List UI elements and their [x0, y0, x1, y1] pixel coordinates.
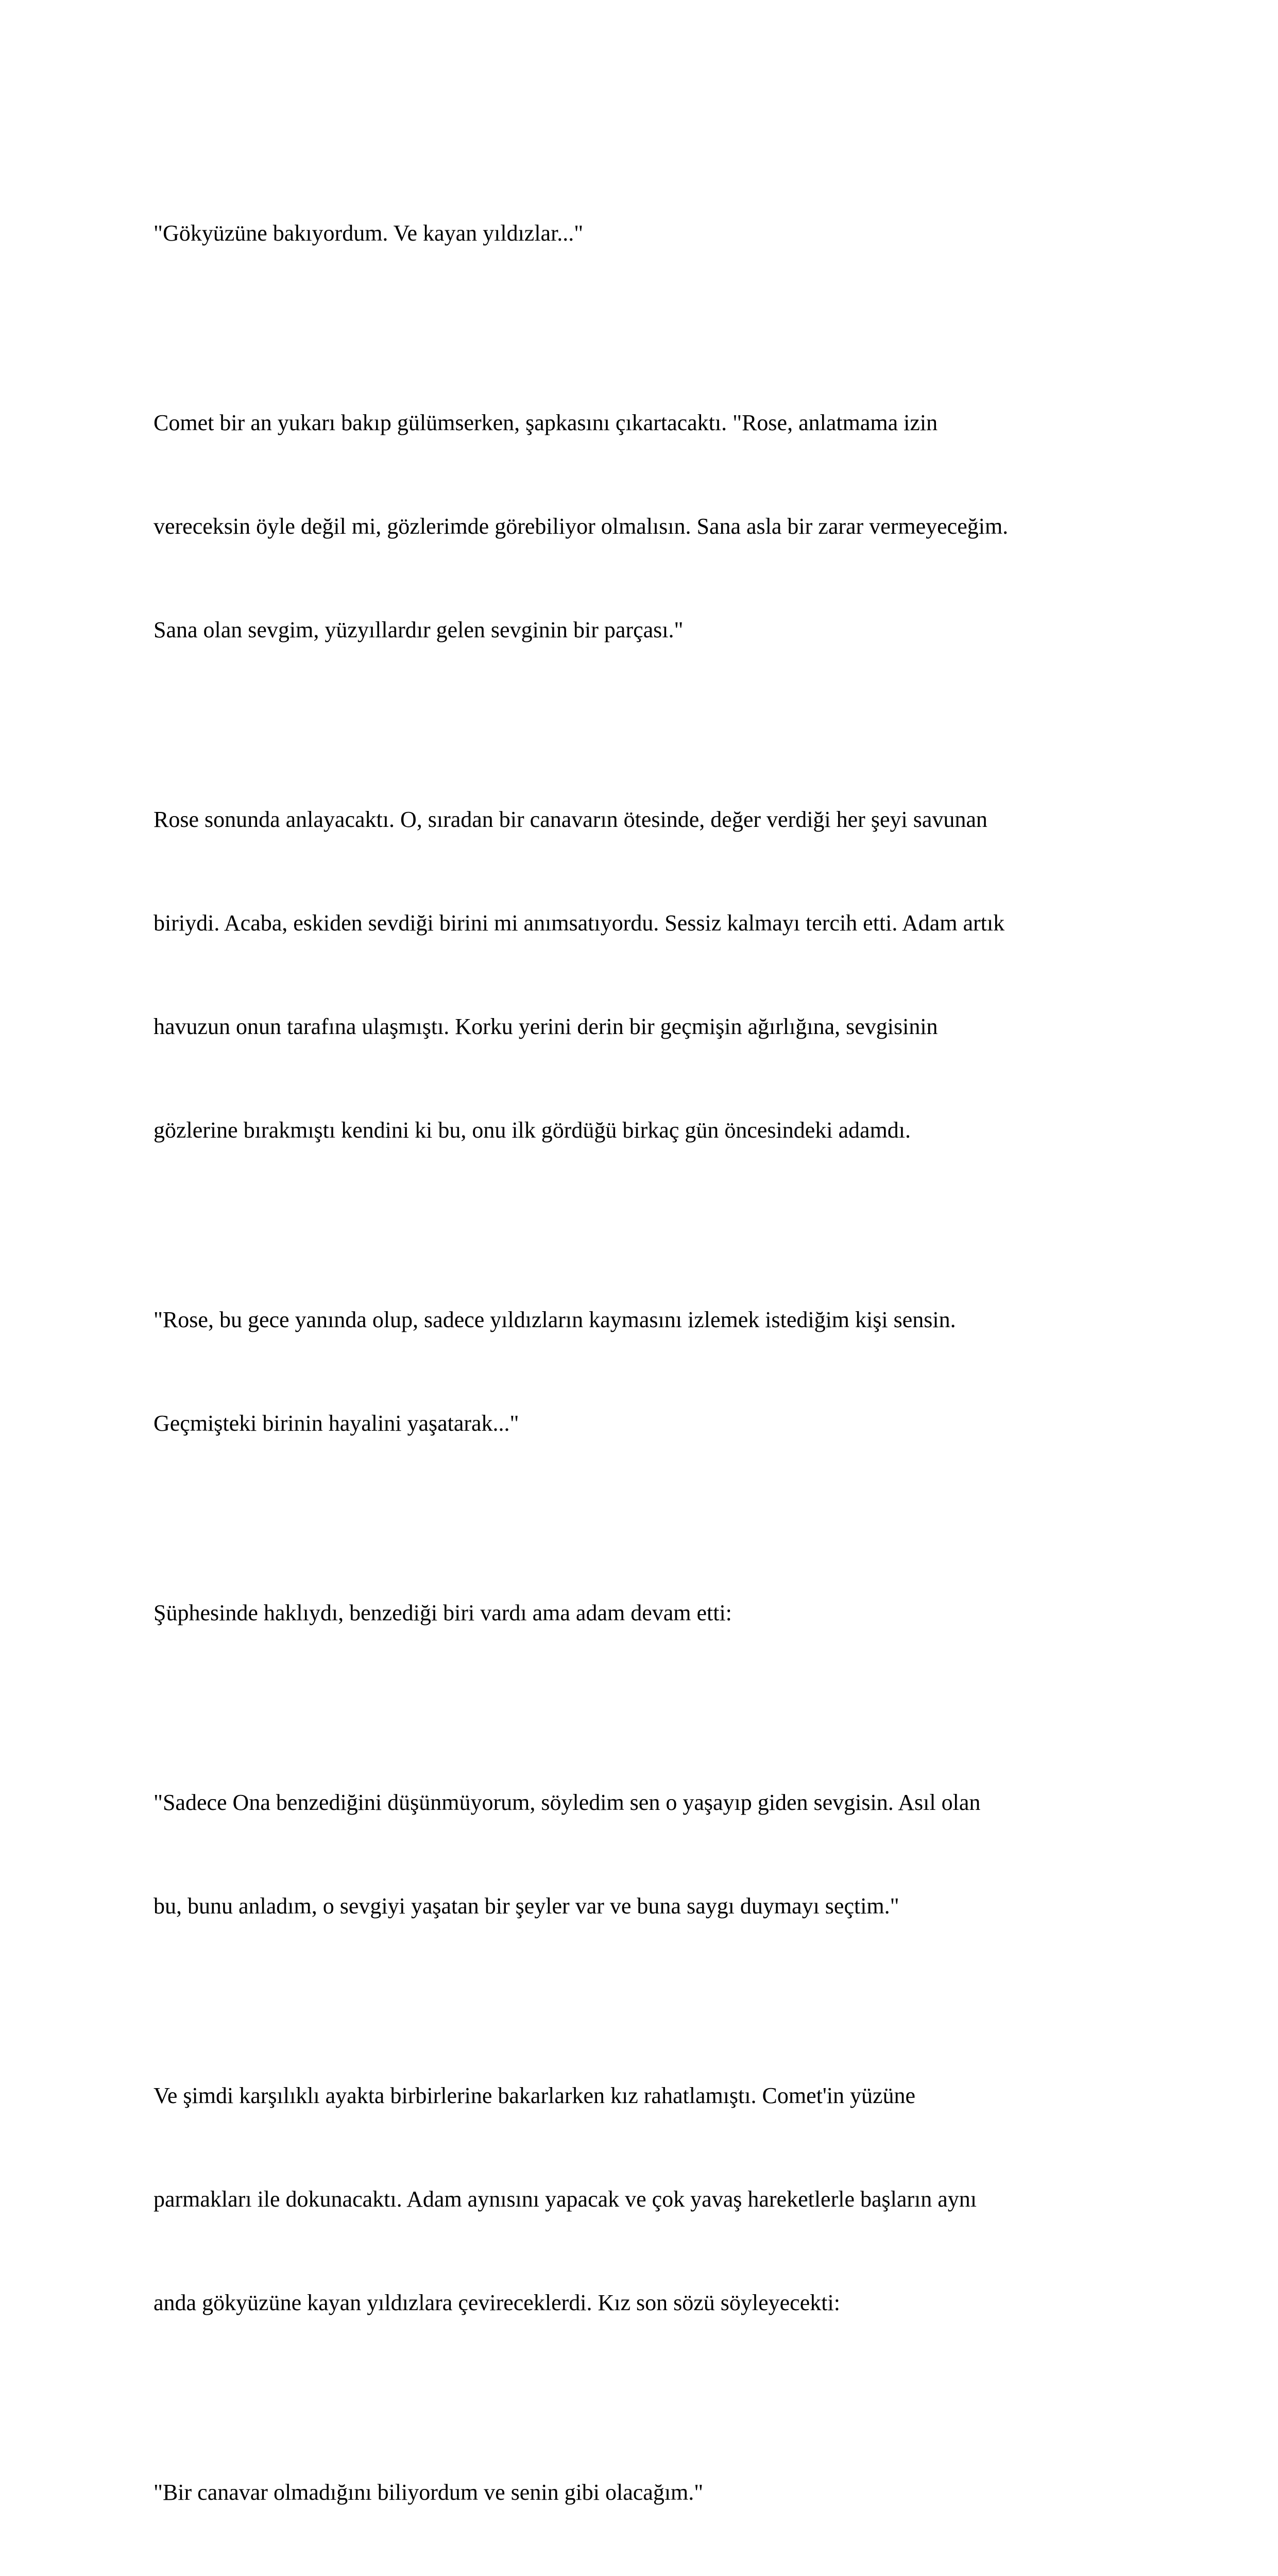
- paragraph: [154, 147, 1153, 319]
- text-line: "Sadece Ona benzediğini düşünmüyorum, söyledim sen o yaşayıp giden sevgisin. Asıl olan: [154, 1790, 981, 1815]
- text-line: bu, bunu anladım, o sevgiyi yaşatan bir şeyler var ve buna saygı duymayı seçtim.": [154, 1893, 899, 1919]
- text-line: "Bir canavar olmadığını biliyordum ve senin gibi olacağım.": [154, 2480, 704, 2505]
- paragraph: [154, 1527, 1153, 1699]
- text-line: vereceksin öyle değil mi, gözlerimde görebiliyor olmalısın. Sana asla bir zarar vermeyeceğim.: [154, 514, 1009, 539]
- text-line: havuzun onun tarafına ulaşmıştı. Korku yerini derin bir geçmişin ağırlığına, sevgisinin: [154, 1014, 938, 1039]
- text-line: Ve şimdi karşılıklı ayakta birbirlerine bakarlarken kız rahatlamıştı. Comet'in yüzüne: [154, 2083, 916, 2108]
- text-line: parmakları ile dokunacaktı. Adam aynısını yapacak ve çok yavaş hareketlerle başların aynı: [154, 2187, 977, 2212]
- text-line: Rose sonunda anlayacaktı. O, sıradan bir canavarın ötesinde, değer verdiği her şeyi savunan: [154, 807, 987, 832]
- text-line: "Rose, bu gece yanında olup, sadece yıldızların kaymasını izlemek istediğim kişi sensin.: [154, 1307, 956, 1332]
- text-line: gözlerine bırakmıştı kendini ki bu, onu ilk gördüğü birkaç gün öncesindeki adamdı.: [154, 1117, 911, 1143]
- paragraph: [154, 733, 1153, 1216]
- paragraph: [154, 1233, 1153, 1510]
- paragraph: [154, 2406, 1153, 2576]
- paragraph: [154, 2009, 1153, 2389]
- text-line: Şüphesinde haklıydı, benzediği biri vardı ama adam devam etti:: [154, 1600, 732, 1625]
- text-line: anda gökyüzüne kayan yıldızlara çevireceklerdi. Kız son sözü söyleyecekti:: [154, 2290, 840, 2315]
- paragraph: [154, 1716, 1153, 1992]
- text-column: [154, 147, 1153, 2576]
- paragraph: [154, 336, 1153, 716]
- text-line: "Gökyüzüne bakıyordum. Ve kayan yıldızlar...": [154, 221, 584, 246]
- text-line: Comet bir an yukarı bakıp gülümserken, şapkasını çıkartacaktı. "Rose, anlatmama izin: [154, 410, 938, 435]
- text-line: Sana olan sevgim, yüzyıllardır gelen sevginin bir parçası.": [154, 617, 684, 642]
- text-line: Geçmişteki birinin hayalini yaşatarak...": [154, 1411, 519, 1436]
- text-line: biriydi. Acaba, eskiden sevdiği birini mi anımsatıyordu. Sessiz kalmayı tercih etti. Adam artık: [154, 910, 1005, 936]
